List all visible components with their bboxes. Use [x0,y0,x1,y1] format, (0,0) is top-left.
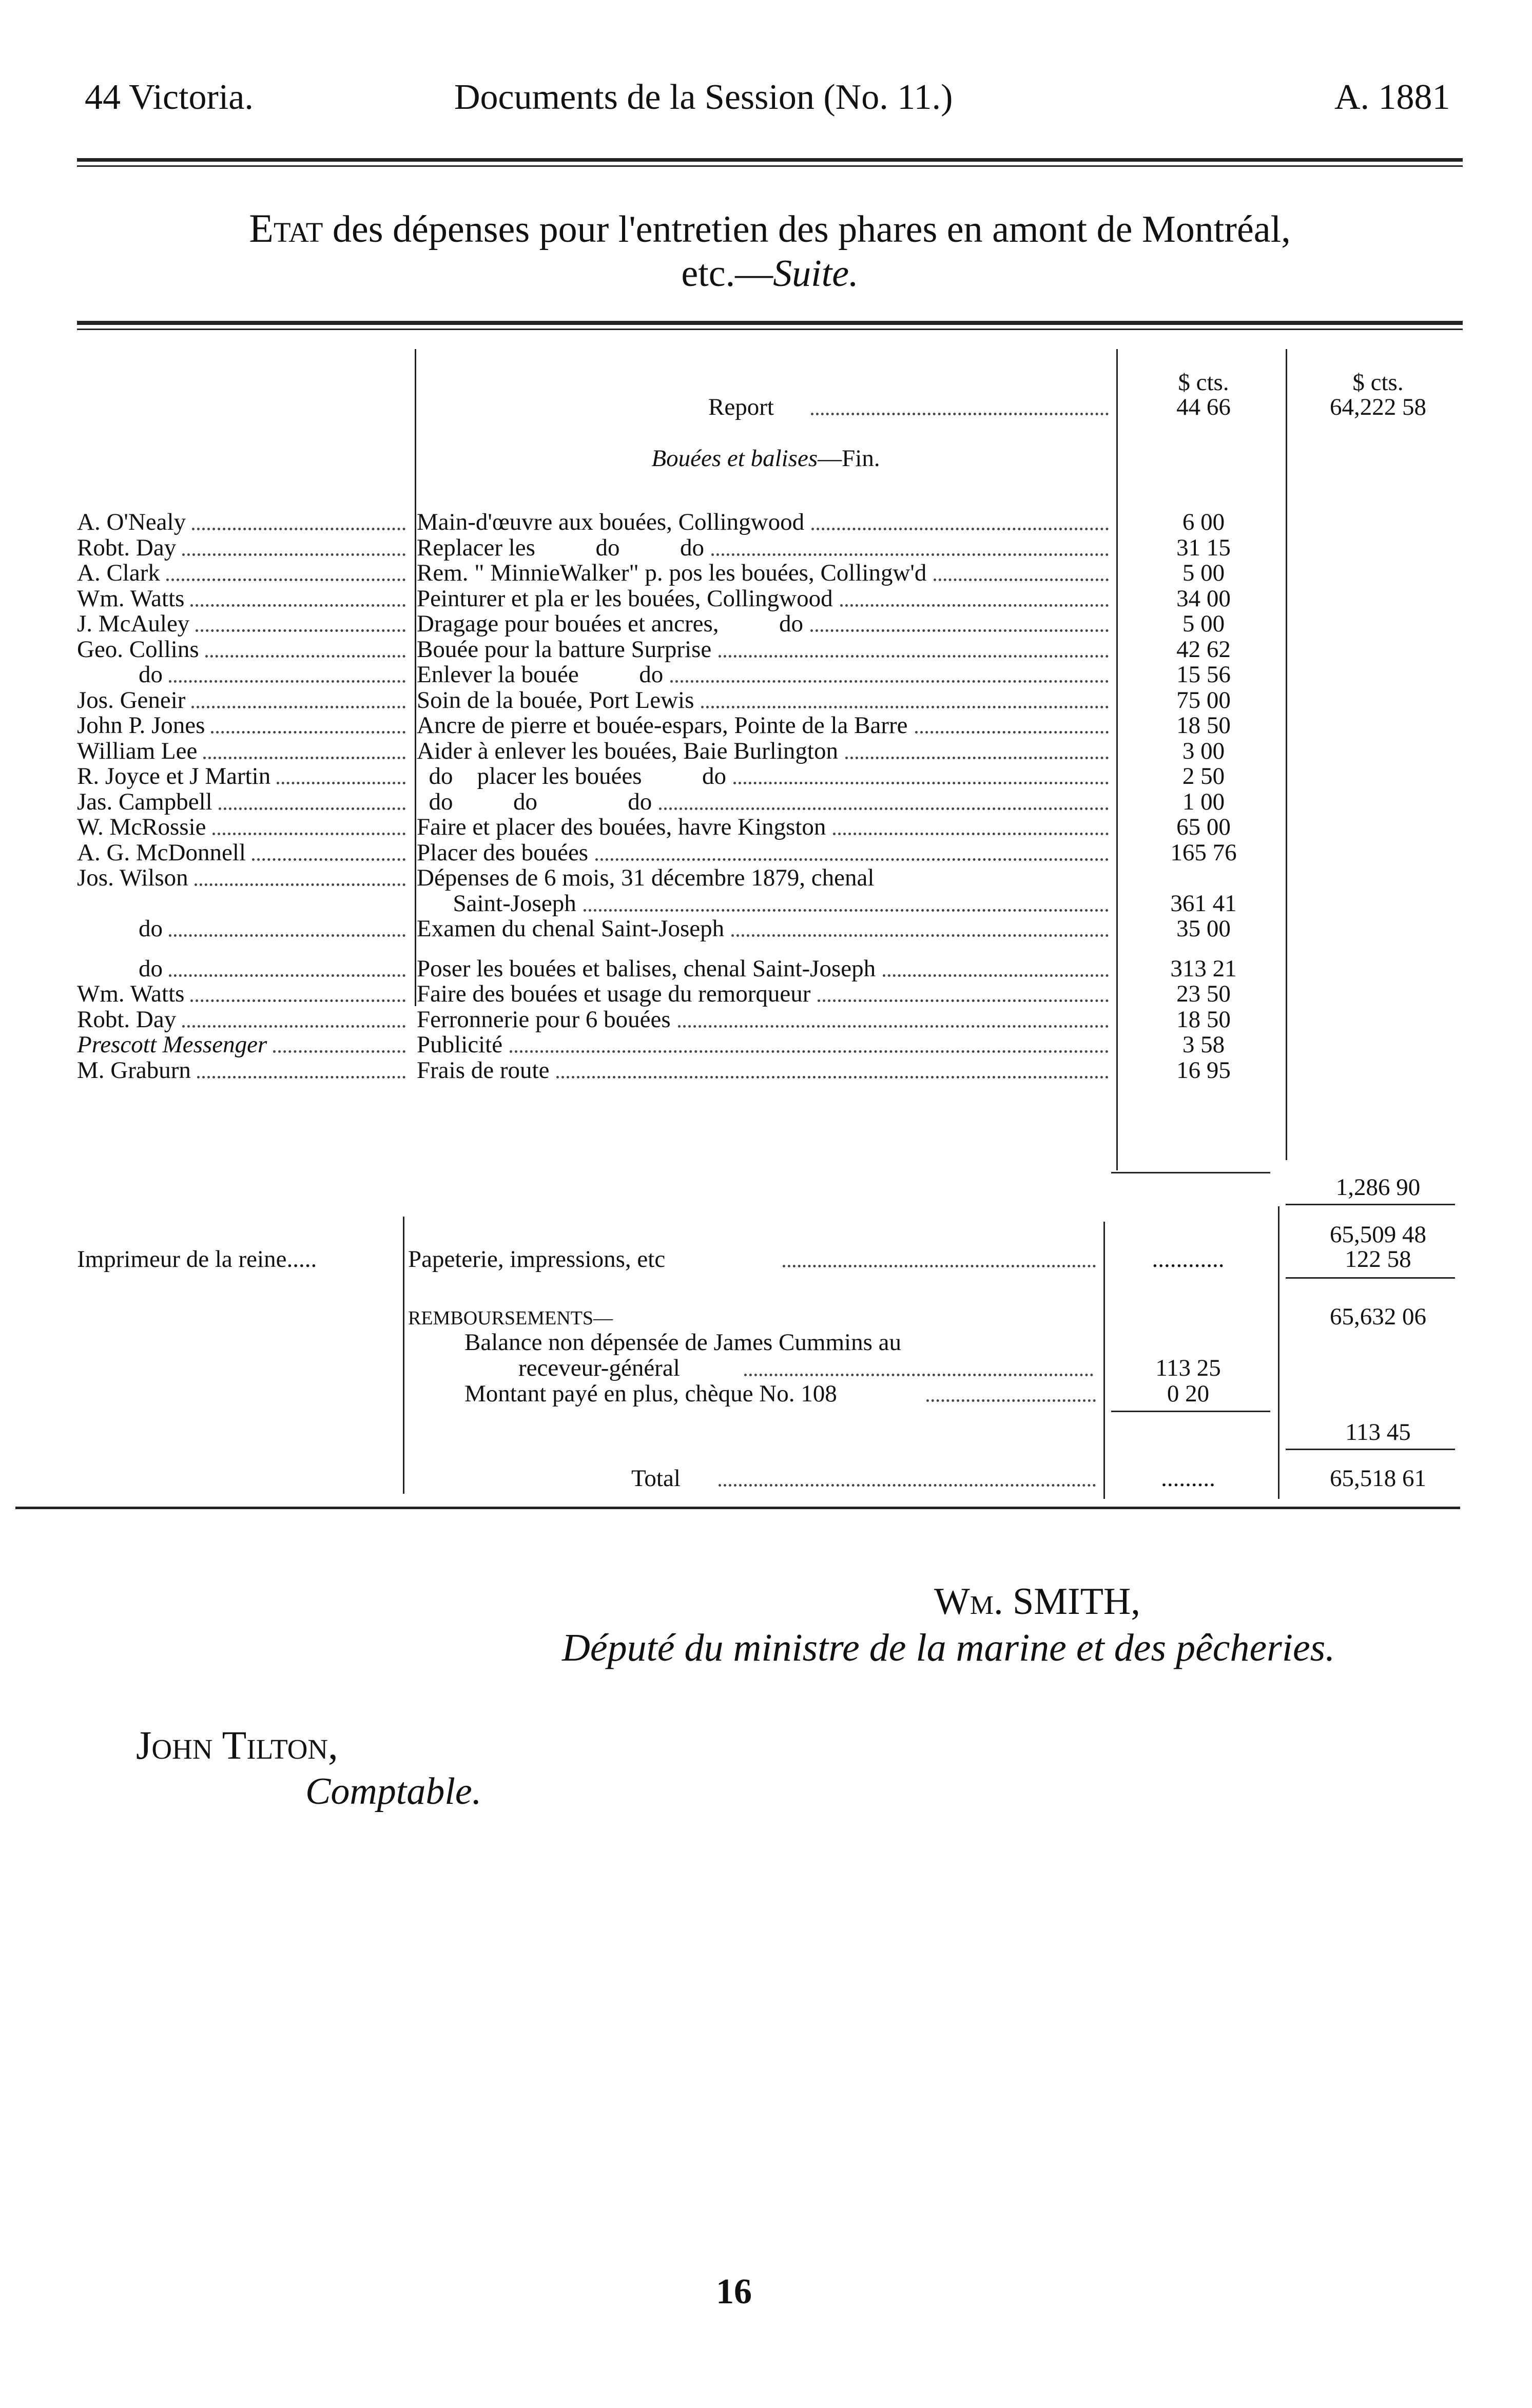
payee-leader [169,680,405,683]
reimb-heading-row [0,1304,1532,1330]
expense-description: Poser les bouées et balises, chenal Saint-Joseph [417,955,876,982]
subtotal-value: 1,286 90 [1335,1174,1421,1201]
description-leader [556,1076,1109,1078]
payee-leader [211,731,405,734]
printer-amount-leader: ............ [1152,1246,1225,1273]
expense-amount: 18 50 [1176,1006,1231,1033]
column-dollars-cents: $ cts. [1178,370,1229,396]
payee-leader [169,974,405,977]
accountant-name: John Tilton, [136,1723,338,1767]
total-amount-leader: ......... [1161,1466,1215,1492]
payee-leader [169,934,405,937]
reimb-amount2: 0 20 [1167,1381,1210,1407]
expense-description: Faire et placer des bouées, havre Kingston [417,814,826,840]
title-rule-thin [77,329,1463,330]
reimb-line3: Montant payé en plus, chèque No. 108 [464,1381,837,1407]
payee-leader [212,833,405,835]
printer-name: Imprimeur de la reine [77,1246,287,1273]
expense-amount: 165 76 [1170,839,1237,866]
payee-leader [273,1050,405,1053]
description-leader [915,731,1109,734]
total-rule [1286,1449,1455,1450]
payee-leader [277,782,405,784]
accountant-title: Comptable. [305,1770,482,1813]
payee-leader [192,528,405,530]
expense-amount: 75 00 [1176,687,1231,714]
payee-name: John P. Jones [77,712,205,739]
report-total: 64,222 58 [1330,394,1426,420]
expense-amount: 23 50 [1176,981,1231,1007]
expense-description: Main-d'œuvre aux bouées, Collingwood [417,509,805,535]
bottom-rule [15,1507,1460,1509]
expense-amount: 42 62 [1176,636,1231,663]
expense-amount: 18 50 [1176,712,1231,739]
expense-description: Publicité [417,1032,503,1058]
reimb-amount1: 113 25 [1155,1355,1221,1381]
total-row [0,1466,1532,1492]
reimb-total: 113 45 [1345,1419,1411,1446]
expense-amount: 5 00 [1182,611,1225,637]
total-leader [719,1484,1096,1487]
payee-name: Wm. Watts [77,585,185,612]
total-value: 65,518 61 [1330,1466,1426,1492]
description-leader [731,934,1109,937]
expense-row [0,1007,1532,1033]
expense-row [0,763,1532,789]
payee-name: W. McRossie [77,814,206,840]
expense-row [0,891,1532,917]
payee-name: A. O'Nealy [77,509,186,535]
expense-description: Faire des bouées et usage du remorqueur [417,981,811,1007]
expense-row [0,509,1532,535]
payee-name: William Lee [77,738,198,764]
header-left: 44 Victoria. [85,78,254,117]
expense-description: Bouée pour la batture Surprise [417,636,712,663]
expense-amount: 35 00 [1176,916,1231,942]
expense-row [0,687,1532,714]
report-label: Report [708,394,774,420]
description-leader [934,579,1109,581]
reimb-heading: REMBOURSEMENTS— [408,1307,613,1329]
column-totals-dollars-cents: $ cts. [1352,370,1404,396]
column-header-row [0,370,1532,396]
expense-row [0,560,1532,586]
expense-amount: 3 00 [1182,738,1225,764]
reimb-total-row [0,1419,1532,1446]
payee-leader [182,1025,405,1028]
sum2-rule [1286,1277,1455,1279]
expense-description: Placer des bouées [417,839,589,866]
payee-name: do [139,916,163,942]
payee-name: A. Clark [77,560,160,586]
description-leader [845,757,1109,759]
expense-description: Ancre de pierre et bouée-espars, Pointe de la Barre [417,712,908,739]
title-line2-suite: Suite. [773,253,859,295]
expense-row [0,738,1532,764]
payee-leader [205,655,405,658]
reimb-line1-row [0,1330,1532,1356]
description-leader [659,807,1109,810]
report-amount: 44 66 [1176,394,1231,420]
payee-name: M. Graburn [77,1057,191,1084]
payee-name: Jos. Geneir [77,687,186,714]
payee-name: Wm. Watts [77,981,185,1007]
payee-leader [195,883,405,886]
expense-amount: 34 00 [1176,585,1231,612]
section-heading-row [0,446,1532,472]
description-leader [670,680,1109,683]
description-leader [711,553,1109,556]
expense-description: Saint-Joseph [417,890,576,917]
expense-amount: 31 15 [1176,534,1231,561]
header-rule-thick [77,158,1463,162]
reimb-line2: receveur-général [518,1355,680,1381]
signature-surname: SMITH, [1013,1581,1140,1623]
description-leader [584,909,1109,912]
payee-leader [191,706,405,708]
payee-name: Prescott Messenger [77,1032,267,1058]
expense-amount: 3 58 [1182,1032,1225,1058]
payee-leader [219,807,405,810]
payee-name: do [139,955,163,982]
page-title [77,205,1463,253]
description-leader [883,974,1109,977]
title-etat: Etat [249,206,323,251]
expense-description: Ferronnerie pour 6 bouées [417,1006,671,1033]
report-leader [811,413,1109,415]
payee-leader [182,553,405,556]
printer-desc: Papeterie, impressions, etc [408,1246,666,1273]
expense-description: Replacer les do do [417,534,704,561]
description-leader [818,999,1109,1002]
payee-name: R. Joyce et J Martin [77,763,271,789]
expense-description: Frais de route [417,1057,550,1084]
expense-row [0,840,1532,866]
reimb-line3-row [0,1381,1532,1407]
payee-leader [203,757,405,759]
expense-row [0,814,1532,840]
expense-amount: 5 00 [1182,560,1225,586]
signature-initial: Wm. [934,1581,1003,1623]
expense-row [0,916,1532,942]
header-right: A. 1881 [1334,78,1450,117]
payee-name: Jos. Wilson [77,865,188,891]
title-rule-thick [77,321,1463,325]
expense-amount: 15 56 [1176,662,1231,688]
expense-description: do do do [417,788,652,815]
description-leader [678,1025,1109,1028]
description-leader [719,655,1109,658]
reimb-rule [1111,1411,1270,1412]
expense-description: Rem. " MinnieWalker" p. pos les bouées, Collingw'd [417,560,927,586]
page-number: 16 [716,2272,752,2311]
reimb-line3-leader [926,1399,1096,1402]
payee-name: Robt. Day [77,534,177,561]
total-label: Total [631,1466,681,1492]
payee-leader [252,858,405,861]
expense-amount: 2 50 [1182,763,1225,789]
signature-title: Député du ministre de la marine et des pêcheries. [562,1626,1335,1669]
payee-name: A. G. McDonnell [77,839,246,866]
expense-description: Soin de la bouée, Port Lewis [417,687,694,714]
signature-name [934,1578,1140,1625]
header-rule-thin [77,165,1463,167]
payee-leader [190,999,405,1002]
expense-description: Dépenses de 6 mois, 31 décembre 1879, chenal [417,865,875,891]
payee-name: Robt. Day [77,1006,177,1033]
payee-leader [196,629,405,632]
sum1-value: 65,509 48 [1330,1222,1426,1248]
expense-row [0,956,1532,982]
reimb-line1: Balance non dépensée de James Cummins au [464,1330,901,1356]
expense-row [0,662,1532,688]
section-heading [417,446,1115,472]
expense-row [0,981,1532,1007]
expense-amount: 6 00 [1182,509,1225,535]
reimb-line2-row [0,1355,1532,1381]
report-row [0,394,1532,420]
expense-description: Dragage pour bouées et ancres, do [417,611,804,637]
description-leader [510,1050,1109,1053]
subtotal-under-rule [1286,1204,1455,1205]
expense-row [0,586,1532,612]
payee-leader [166,579,405,581]
expense-description: Enlever la bouée do [417,662,664,688]
expense-row [0,712,1532,739]
section-heading-rest: —Fin. [818,446,880,472]
expense-row [0,611,1532,637]
payee-name: Geo. Collins [77,636,199,663]
payee-name: J. McAuley [77,611,190,637]
title-line2-prefix: etc.— [681,253,773,295]
expense-amount: 16 95 [1176,1057,1231,1084]
expense-amount: 1 00 [1182,788,1225,815]
printer-amount: 122 58 [1345,1246,1411,1273]
expense-description: Aider à enlever les bouées, Baie Burlington [417,738,838,764]
expense-row [0,865,1532,891]
sum2-value: 65,632 06 [1330,1304,1426,1330]
expense-description: do placer les bouées do [417,763,727,789]
description-leader [810,629,1109,632]
printer-leader: ..... [286,1246,317,1273]
description-leader [811,528,1109,530]
printer-desc-leader [783,1265,1096,1267]
payee-leader [190,604,405,607]
sum1-row [0,1222,1532,1248]
payee-name: do [139,662,163,688]
payee-name: Jas. Campbell [77,788,212,815]
header-center: Documents de la Session (No. 11.) [454,78,953,117]
expense-row [0,1057,1532,1084]
description-leader [733,782,1109,784]
expense-amount: 313 21 [1170,955,1237,982]
title-line1: des dépenses pour l'entretien des phares en amont de Montréal, [332,208,1291,251]
description-leader [595,858,1109,861]
printer-row [0,1246,1532,1273]
subtotal-rule [1111,1172,1270,1173]
payee-leader [197,1076,405,1078]
expense-row [0,1032,1532,1058]
expense-description: Peinturer et pla er les bouées, Collingwood [417,585,833,612]
expense-description: Examen du chenal Saint-Joseph [417,916,725,942]
description-leader [833,833,1109,835]
section-heading-italic: Bouées et balises [651,446,818,472]
reimb-line2-leader [744,1374,1093,1376]
expense-row [0,535,1532,561]
description-leader [701,706,1109,708]
page-title-line2 [77,251,1463,297]
expense-amount: 65 00 [1176,814,1231,840]
expense-amount: 361 41 [1170,890,1237,917]
expense-row [0,637,1532,663]
description-leader [840,604,1109,607]
subtotal-row [0,1174,1532,1201]
expense-row [0,789,1532,815]
